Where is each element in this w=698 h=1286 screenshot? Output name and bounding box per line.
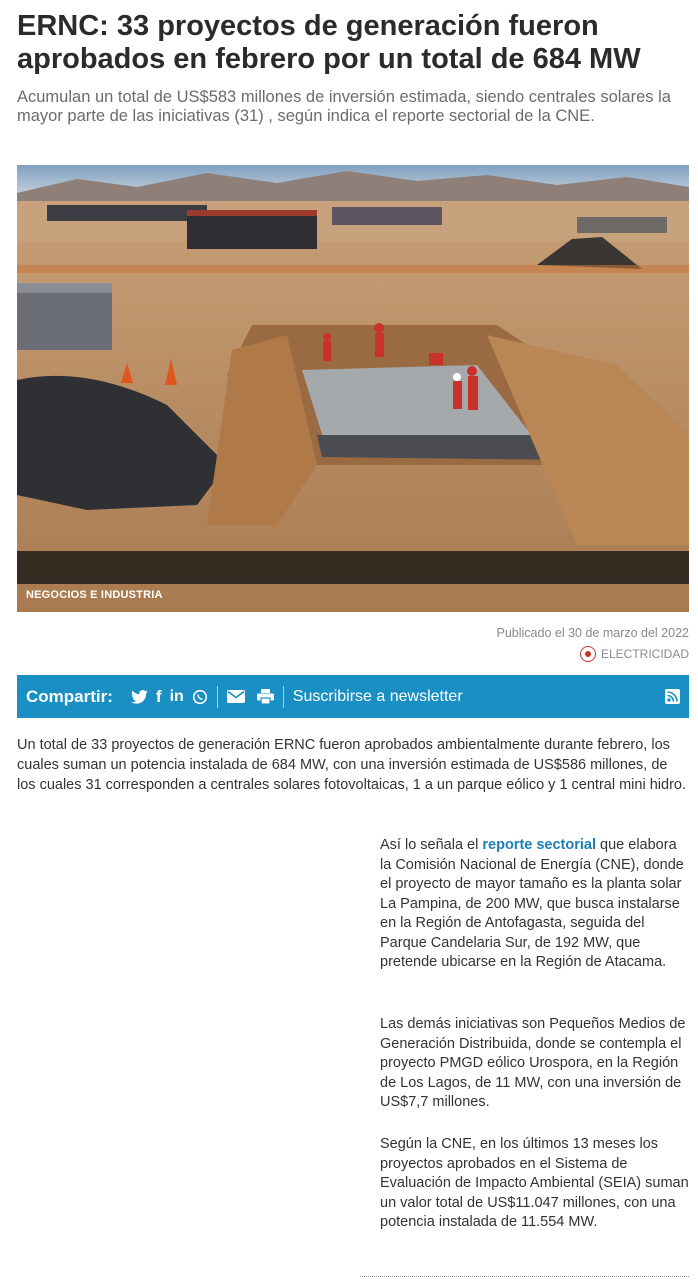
whatsapp-icon[interactable] <box>192 689 208 705</box>
article-paragraph-1 <box>380 836 689 973</box>
target-icon <box>580 646 596 662</box>
category-label: ELECTRICIDAD <box>600 647 689 661</box>
linkedin-icon[interactable]: in <box>169 687 184 705</box>
article-paragraph-2: Las demás iniciativas son Pequeños Medios de Generación Distribuida, donde se contempla el proyecto PMGD eólico Urospora, en la Región de Los Lagos, de 11 MW, con una inversión de US$7,7 millones. <box>380 1016 686 1110</box>
email-icon[interactable] <box>227 690 245 703</box>
paragraph-text: Así lo señala el <box>380 837 483 853</box>
article-lead: Un total de 33 proyectos de generación ERNC fueron aprobados ambientalmente durante febrero, los cuales suman un potencia instalada de 684 MW, con una inversión estimada de US$586 millones, de los cuales 31 corresponden a centrales solares fotovoltaicas, 1 a un parque eólico y 1 central mini hidro. <box>17 737 686 793</box>
divider <box>283 686 284 708</box>
paragraph-text: que elabora la Comisión Nacional de Energía (CNE), donde el proyecto de mayor tamaño es la planta solar La Pampina, de 200 MW, que busca instalarse en la Región de Antofagasta, seguida del Parque Candelaria Sur, de 192 MW, que pretende ubicarse en la Región de Atacama. <box>380 837 684 970</box>
section-tag[interactable]: NEGOCIOS E INDUSTRIA <box>26 589 163 601</box>
publish-date: Publicado el 30 de marzo del 2022 <box>496 626 689 640</box>
print-icon[interactable] <box>257 689 274 704</box>
article-subtitle: Acumulan un total de US$583 millones de inversión estimada, siendo centrales solares la mayor parte de las iniciativas (31) , según indica el reporte sectorial de la CNE. <box>17 88 671 125</box>
twitter-icon[interactable] <box>131 690 148 704</box>
reporte-sectorial-link[interactable]: reporte sectorial <box>482 837 597 853</box>
share-icons <box>131 687 208 707</box>
image-caption-bar <box>17 551 689 584</box>
newsletter-link[interactable]: Suscribirse a newsletter <box>292 687 463 705</box>
share-bar <box>17 675 689 718</box>
construction-site-photo <box>17 165 689 612</box>
article-paragraph-3: Según la CNE, en los últimos 13 meses los proyectos aprobados en el Sistema de Evaluación de Impacto Ambiental (SEIA) suman un valor total de US$11.047 millones, con una potencia instalada de 11.554 MW. <box>380 1136 689 1230</box>
share-label: Compartir: <box>26 686 113 706</box>
divider <box>360 1276 689 1277</box>
hero-image <box>17 165 689 612</box>
facebook-icon[interactable]: f <box>155 686 162 706</box>
category-link[interactable] <box>580 645 689 663</box>
divider <box>217 686 218 708</box>
rss-icon[interactable] <box>665 689 680 704</box>
article-title: ERNC: 33 proyectos de generación fueron aprobados en febrero por un total de 684 MW <box>17 10 641 75</box>
